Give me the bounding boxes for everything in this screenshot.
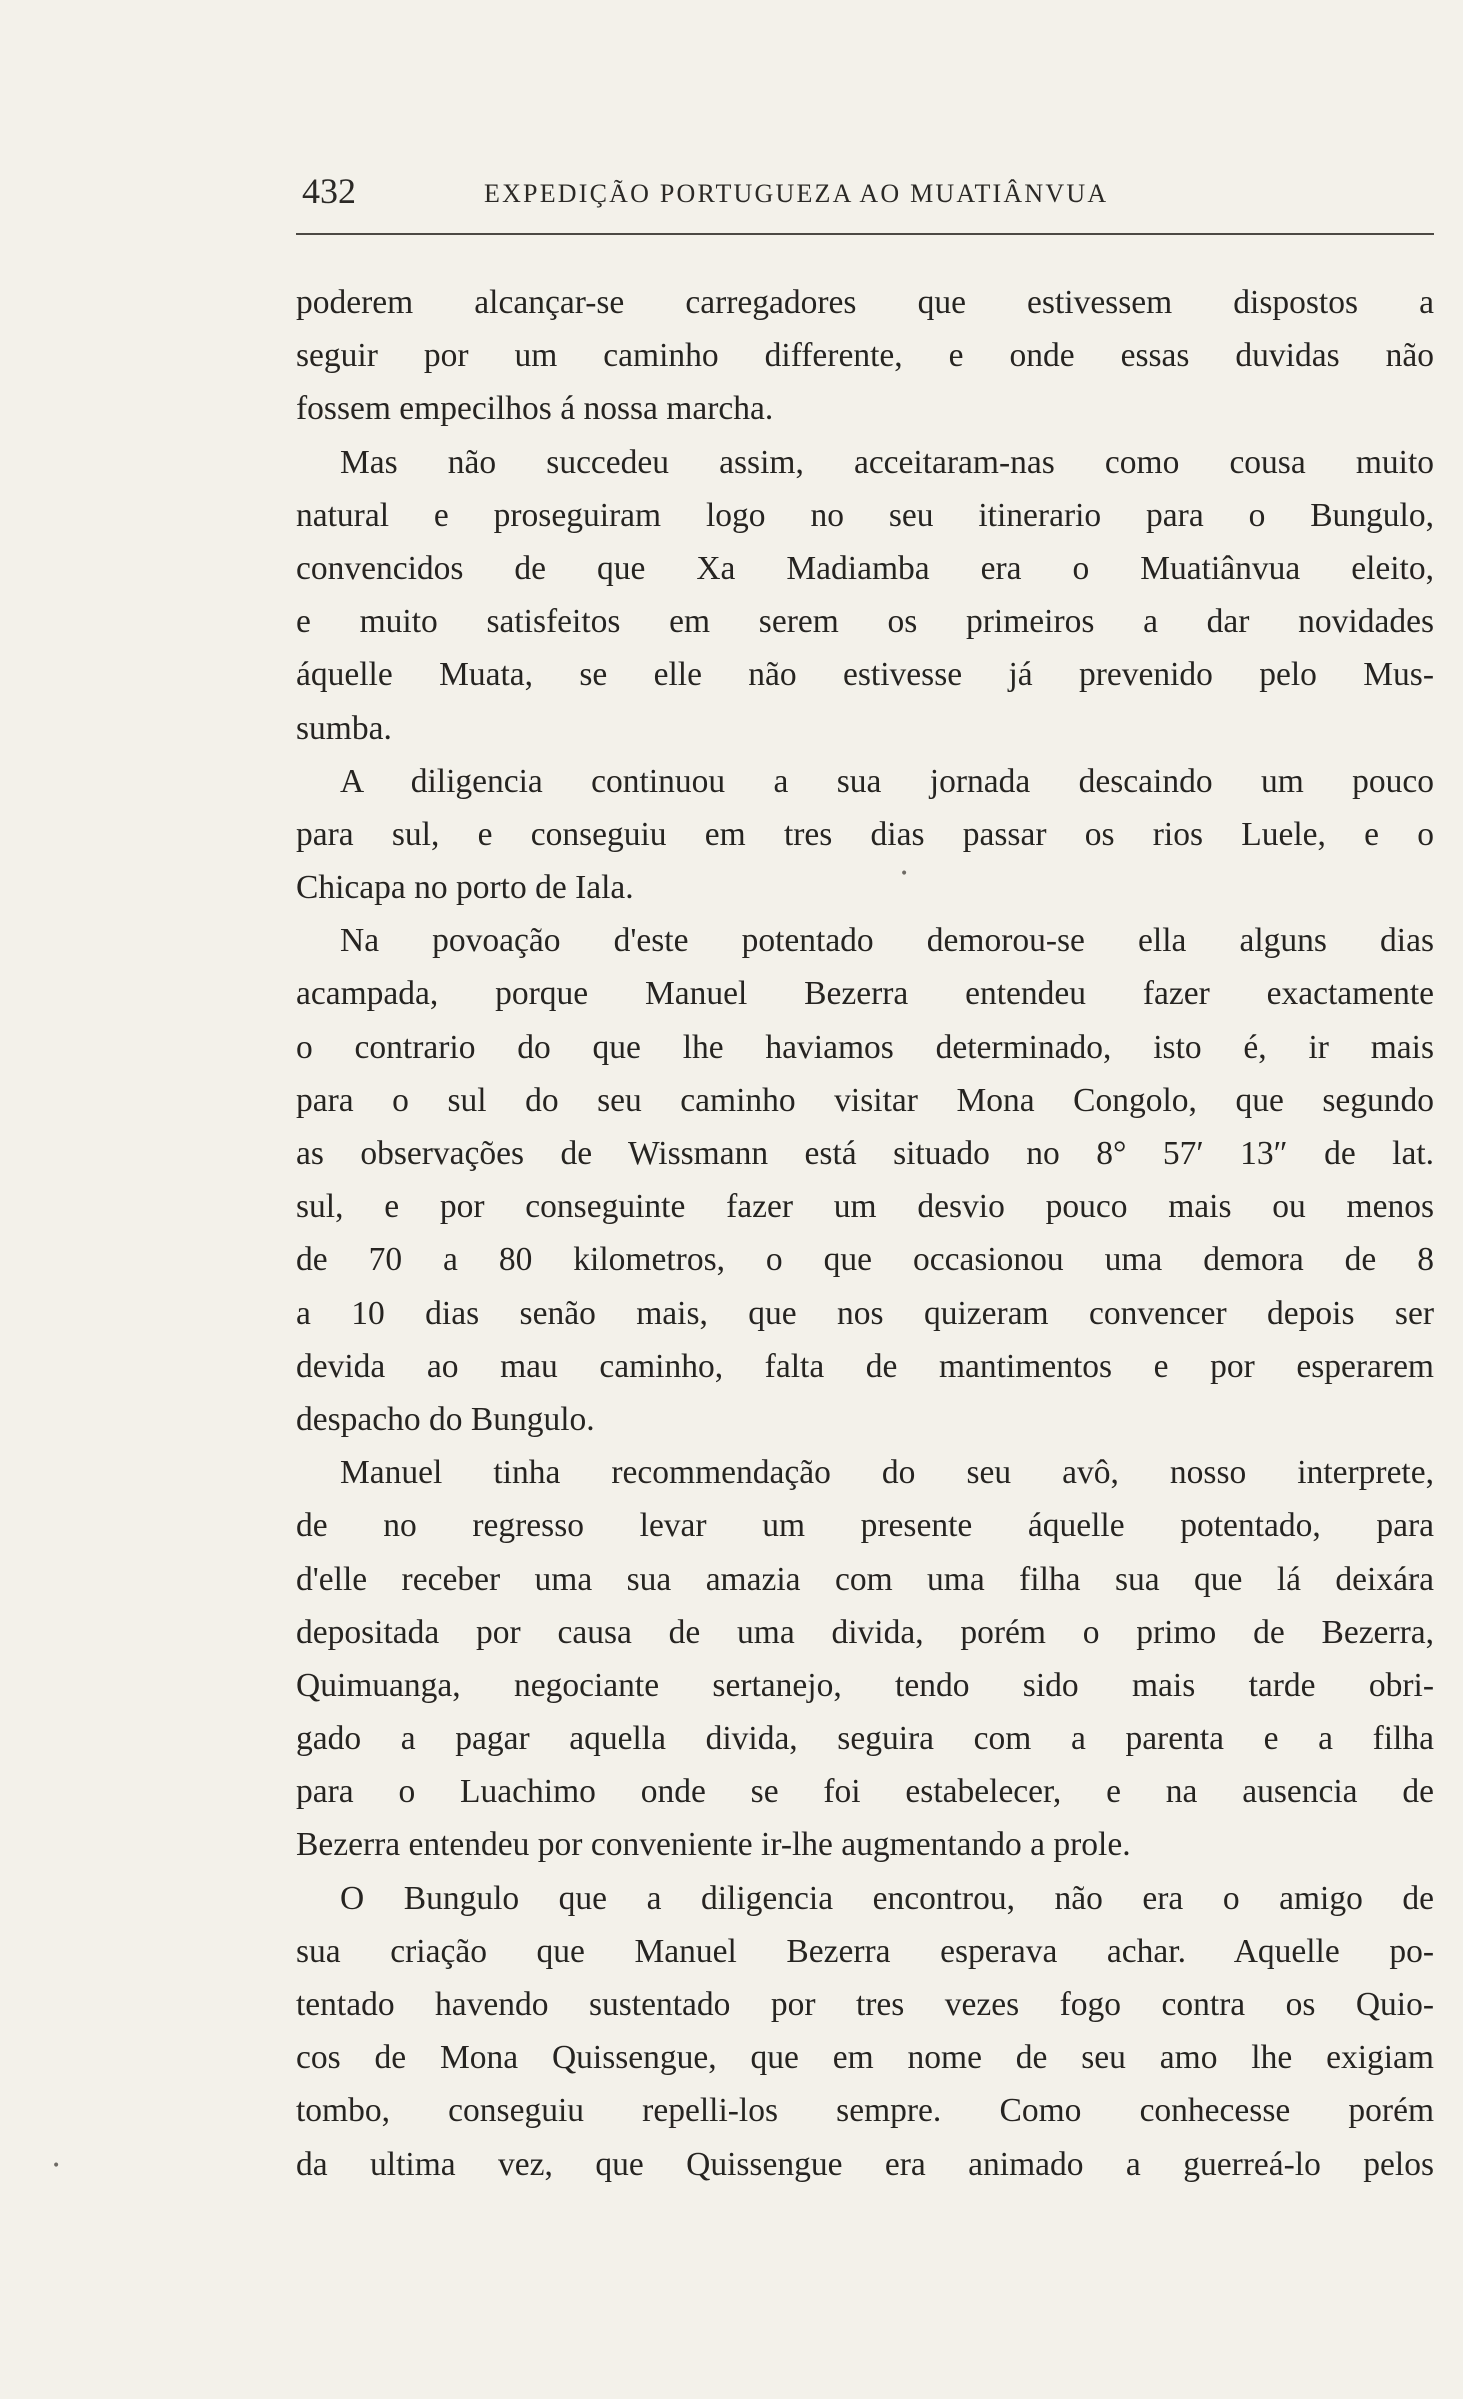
- text-line: o contrario do que lhe haviamos determinado, isto é, ir mais: [296, 1028, 1434, 1066]
- text-line: tombo, conseguiu repelli-los sempre. Como conhecesse porém: [296, 2092, 1434, 2130]
- text-line: Bezerra entendeu por conveniente ir-lhe augmentando a prole.: [296, 1826, 1131, 1864]
- text-line: gado a pagar aquella divida, seguira com a parenta e a filha: [296, 1720, 1434, 1758]
- text-line: Quimuanga, negociante sertanejo, tendo sido mais tarde obri-: [296, 1666, 1434, 1704]
- running-title: EXPEDIÇÃO PORTUGUEZA AO MUATIÂNVUA: [484, 179, 1109, 208]
- text-line: natural e proseguiram logo no seu itinerario para o Bungulo,: [296, 496, 1434, 534]
- text-line: sumba.: [296, 709, 392, 747]
- text-line: seguir por um caminho differente, e onde essas duvidas não: [296, 337, 1434, 375]
- text-line: despacho do Bungulo.: [296, 1400, 595, 1438]
- text-line: cos de Mona Quissengue, que em nome de seu amo lhe exigiam: [296, 2039, 1434, 2077]
- text-line: de no regresso levar um presente áquelle potentado, para: [296, 1507, 1434, 1545]
- text-line: Manuel tinha recommendação do seu avô, nosso interprete,: [340, 1454, 1434, 1492]
- print-speck: •: [900, 866, 909, 882]
- text-line: devida ao mau caminho, falta de mantimentos e por esperarem: [296, 1347, 1434, 1385]
- text-line: as observações de Wissmann está situado no 8° 57′ 13″ de lat.: [296, 1135, 1434, 1172]
- text-line: A diligencia continuou a sua jornada descaindo um pouco: [340, 762, 1434, 800]
- text-line: de 70 a 80 kilometros, o que occasionou uma demora de 8: [296, 1241, 1434, 1279]
- text-line: áquelle Muata, se elle não estivesse já prevenido pelo Mus-: [296, 656, 1434, 694]
- text-line: a 10 dias senão mais, que nos quizeram convencer depois ser: [296, 1294, 1434, 1332]
- body-text: [296, 276, 1434, 2191]
- text-line: O Bungulo que a diligencia encontrou, não era o amigo de: [340, 1879, 1434, 1917]
- text-line: convencidos de que Xa Madiamba era o Muatiânvua eleito,: [296, 549, 1434, 587]
- text-line: depositada por causa de uma divida, porém o primo de Bezerra,: [296, 1613, 1434, 1651]
- text-line: sua criação que Manuel Bezerra esperava achar. Aquelle po-: [296, 1932, 1434, 1970]
- header-rule: [296, 233, 1434, 235]
- text-line: para o sul do seu caminho visitar Mona Congolo, que segundo: [296, 1081, 1434, 1119]
- text-line: para sul, e conseguiu em tres dias passar os rios Luele, e o: [296, 815, 1434, 853]
- page-header: [296, 170, 1436, 220]
- text-line: e muito satisfeitos em serem os primeiros a dar novidades: [296, 603, 1434, 641]
- page-number: 432: [302, 171, 356, 211]
- text-line: da ultima vez, que Quissengue era animado a guerreá-lo pelos: [296, 2145, 1434, 2183]
- text-line: Na povoação d'este potentado demorou-se ella alguns dias: [340, 922, 1434, 960]
- text-line: fossem empecilhos á nossa marcha.: [296, 390, 774, 428]
- text-line: para o Luachimo onde se foi estabelecer, e na ausencia de: [296, 1773, 1434, 1811]
- text-line: sul, e por conseguinte fazer um desvio pouco mais ou menos: [296, 1188, 1434, 1226]
- text-line: acampada, porque Manuel Bezerra entendeu fazer exactamente: [296, 975, 1434, 1013]
- text-line: Chicapa no porto de Iala.: [296, 869, 634, 907]
- text-line: Mas não succedeu assim, acceitaram-nas como cousa muito: [340, 443, 1434, 481]
- text-line: poderem alcançar-se carregadores que estivessem dispostos a: [296, 284, 1434, 321]
- print-speck: •: [52, 2158, 61, 2174]
- text-line: d'elle receber uma sua amazia com uma filha sua que lá deixára: [296, 1560, 1434, 1598]
- text-line: tentado havendo sustentado por tres vezes fogo contra os Quio-: [296, 1986, 1434, 2023]
